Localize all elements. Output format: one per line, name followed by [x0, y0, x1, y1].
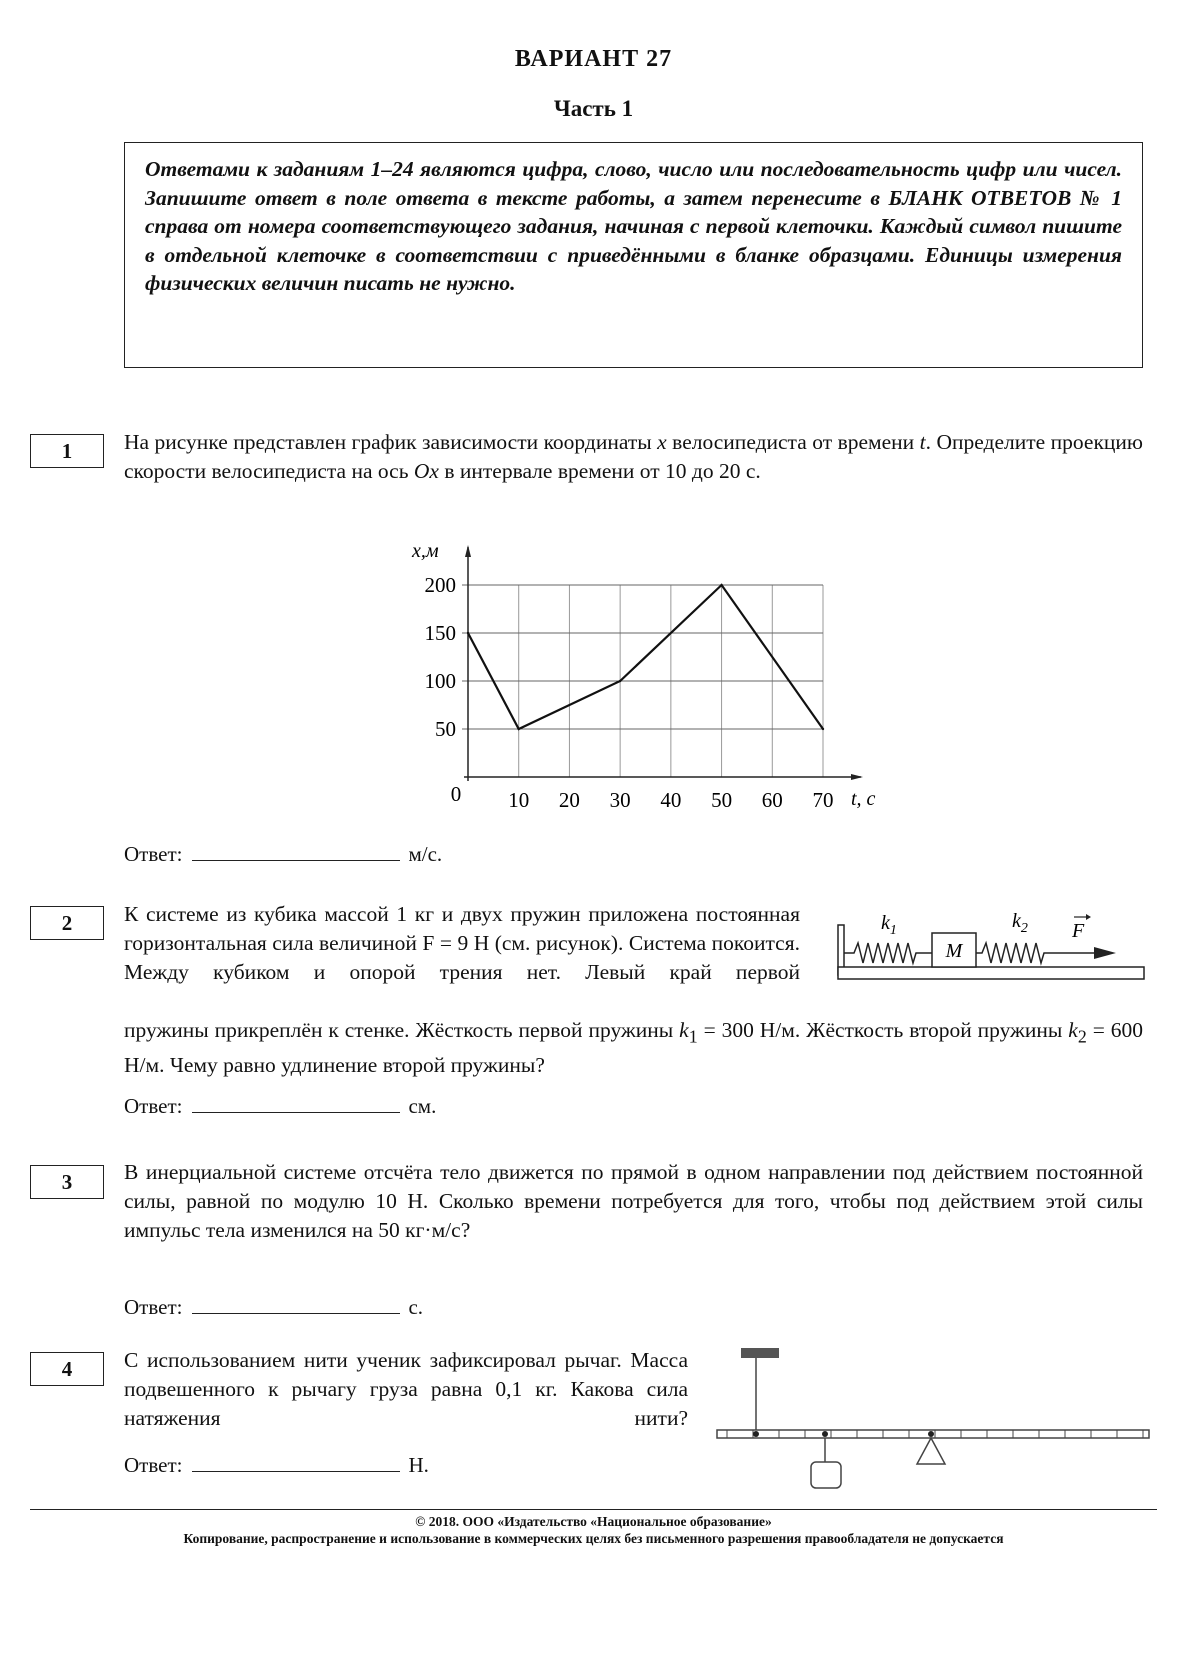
k1-symbol: k — [679, 1018, 689, 1042]
mass-label: M — [945, 940, 963, 962]
answer-label: Ответ: — [124, 1453, 183, 1477]
answer-field[interactable] — [192, 1293, 400, 1314]
data-point — [467, 632, 469, 634]
part-title: Часть 1 — [553, 96, 634, 121]
task-4-answer — [124, 1451, 429, 1478]
ceiling-mount — [741, 1348, 779, 1358]
task-4-text: С использованием нити ученик зафиксировал рычаг. Масса подвешенного к рычагу груза равна 0,1 кг. Какова сила натяжения нити? — [124, 1348, 688, 1430]
data-point — [720, 584, 722, 586]
support-surface — [838, 967, 1144, 979]
spring-1 — [844, 943, 932, 963]
answer-label: Ответ: — [124, 1094, 183, 1118]
copy-notice: Копирование, распространение и использование в коммерческих целях без письменного разрешения правообладателя не допускается — [183, 1531, 1004, 1546]
k1-label: $k_1$ — [881, 912, 897, 938]
k1-subscript: 1 — [688, 1026, 698, 1047]
y-tick-label: 150 — [424, 621, 456, 645]
x-tick-label: 40 — [660, 788, 682, 812]
force-arrow — [1094, 947, 1116, 959]
data-point — [619, 680, 621, 682]
data-point — [518, 728, 520, 730]
answer-field[interactable] — [192, 840, 400, 861]
answer-unit: см. — [408, 1094, 437, 1118]
task-number-4: 4 — [30, 1352, 104, 1386]
task-number-2: 2 — [30, 906, 104, 940]
x-tick-label: 20 — [558, 788, 580, 812]
footer-divider — [30, 1509, 1157, 1510]
x-tick-label: 70 — [812, 788, 834, 812]
x-tick-label: 10 — [508, 788, 530, 812]
x-axis-label: t, с — [851, 788, 876, 810]
position-time-chart — [390, 530, 880, 820]
y-axis-label: x,м — [412, 540, 439, 562]
task-number-3: 3 — [30, 1165, 104, 1199]
task-2-text-b: пружины прикреплён к стенке. Жёсткость первой пружины $k_1 = 300$ Н/м. Жёсткость второй пружины $k_2 = 600$ Н/м. Чему равно удлинение второй пружины? — [124, 1018, 1144, 1078]
answer-field[interactable] — [192, 1092, 400, 1113]
answer-unit: Н. — [408, 1453, 429, 1477]
k2-subscript: 2 — [1077, 1026, 1087, 1047]
k2-symbol: k — [1068, 1018, 1078, 1042]
data-point — [822, 728, 824, 730]
answer-label: Ответ: — [124, 1295, 183, 1319]
y-tick-label: 50 — [435, 717, 456, 741]
force-label: F — [1072, 920, 1085, 942]
y-axis-arrow — [465, 545, 471, 557]
data-line — [468, 585, 823, 729]
task-number-1: 1 — [30, 434, 104, 468]
task-2-answer — [124, 1092, 436, 1119]
spring-system-figure — [836, 905, 1148, 987]
answer-unit: с. — [408, 1295, 424, 1319]
x-tick-label: 50 — [711, 788, 733, 812]
x-tick-label: 30 — [609, 788, 631, 812]
task-1-answer — [124, 840, 442, 867]
copyright: © 2018. ООО «Издательство «Национальное образование» — [415, 1514, 772, 1529]
x-tick-label: 60 — [761, 788, 783, 812]
answer-unit: м/с. — [408, 842, 443, 866]
task-3-text: В инерциальной системе отсчёта тело движется по прямой в одном направлении под действием постоянной силы, равной по модулю 10 Н. Сколько времени потребуется для того, чтобы под действием этой силы импульс тела изменился на 50 кг·м/с? — [124, 1160, 1143, 1242]
origin-label: 0 — [450, 782, 462, 806]
fulcrum — [917, 1438, 945, 1464]
lever-figure — [715, 1340, 1155, 1490]
spring-2 — [976, 943, 1094, 963]
variant-title: ВАРИАНТ 27 — [514, 46, 673, 72]
weight — [811, 1462, 841, 1488]
task-3-answer — [124, 1293, 423, 1320]
task-1-text: На рисунке представлен график зависимости координаты x велосипедиста от времени t. Определите проекцию скорости велосипедиста на ось Ox в интервале времени от 10 до 20 с. — [124, 430, 1143, 483]
k2-label: $k_2$ — [1012, 910, 1028, 936]
y-tick-label: 200 — [424, 573, 456, 597]
y-tick-label: 100 — [424, 669, 456, 693]
answer-field[interactable] — [192, 1451, 400, 1472]
x-axis-arrow — [851, 774, 863, 780]
instructions-box: Ответами к заданиям 1–24 являются цифра, слово, число или последовательность цифр или чисел. Запишите ответ в поле ответа в тексте работы, а затем перенесите в БЛАНК ОТВЕТОВ № 1 справа от номера соответствующего задания, начиная с первой клеточки. Каждый символ пишите в отдельной клеточке в соответствии с приведёнными в бланке образцами. Единицы измерения физических величин писать не нужно. — [124, 142, 1143, 368]
task-2-text-a: К системе из кубика массой 1 кг и двух пружин приложена постоянная горизонтальная сила величиной F = 9 Н (см. рисунок). Система покоится. Между кубиком и опорой трения нет. Левый край первой — [124, 902, 800, 984]
answer-label: Ответ: — [124, 842, 183, 866]
